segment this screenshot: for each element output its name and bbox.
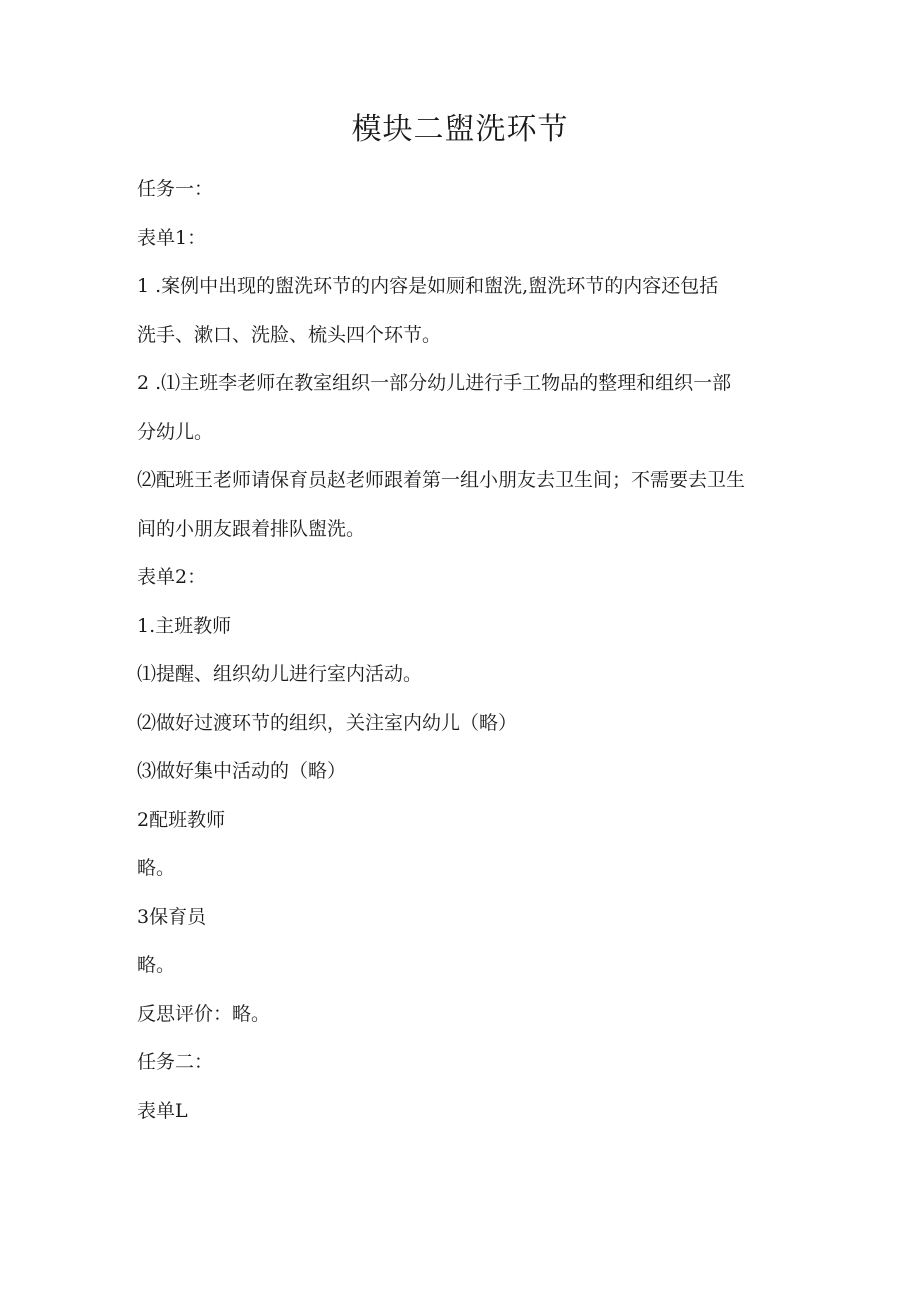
text-line: 表单1： — [137, 226, 207, 249]
text-line: 1.主班教师 — [137, 614, 232, 637]
text-line: 2 .⑴主班李老师在教室组织一部分幼儿进行手工物品的整理和组织一部 — [137, 372, 732, 394]
text-line: 略。 — [137, 857, 176, 879]
text-line: 分幼儿。 — [137, 420, 214, 443]
text-line: 2配班教师 — [137, 808, 226, 831]
text-line: 洗手、漱口、洗脸、梳头四个环节。 — [137, 323, 442, 346]
text-line: 间的小朋友跟着排队盥洗。 — [137, 517, 366, 540]
text-line: ⑶做好集中活动的（略） — [137, 760, 347, 782]
text-line: 3保育员 — [137, 905, 207, 928]
text-line: ⑵做好过渡环节的组织，关注室内幼儿（略） — [137, 711, 518, 734]
text-line: 1 .案例中出现的盥洗环节的内容是如厕和盥洗,盥洗环节的内容还包括 — [137, 275, 719, 297]
text-line: 表单2： — [137, 566, 207, 588]
text-line: 任务一： — [137, 178, 214, 200]
text-line: 反思评价：略。 — [137, 1002, 271, 1025]
text-line: ⑵配班王老师请保育员赵老师跟着第一组小朋友去卫生间；不需要去卫生 — [137, 469, 746, 491]
text-line: 略。 — [137, 954, 176, 976]
page-title: 模块二盥洗环节 — [351, 112, 569, 147]
text-line: ⑴提醒、组织幼儿进行室内活动。 — [137, 663, 423, 685]
document-body — [137, 165, 787, 1135]
text-line: 表单L — [137, 1099, 188, 1122]
text-line: 任务二： — [137, 1051, 214, 1073]
